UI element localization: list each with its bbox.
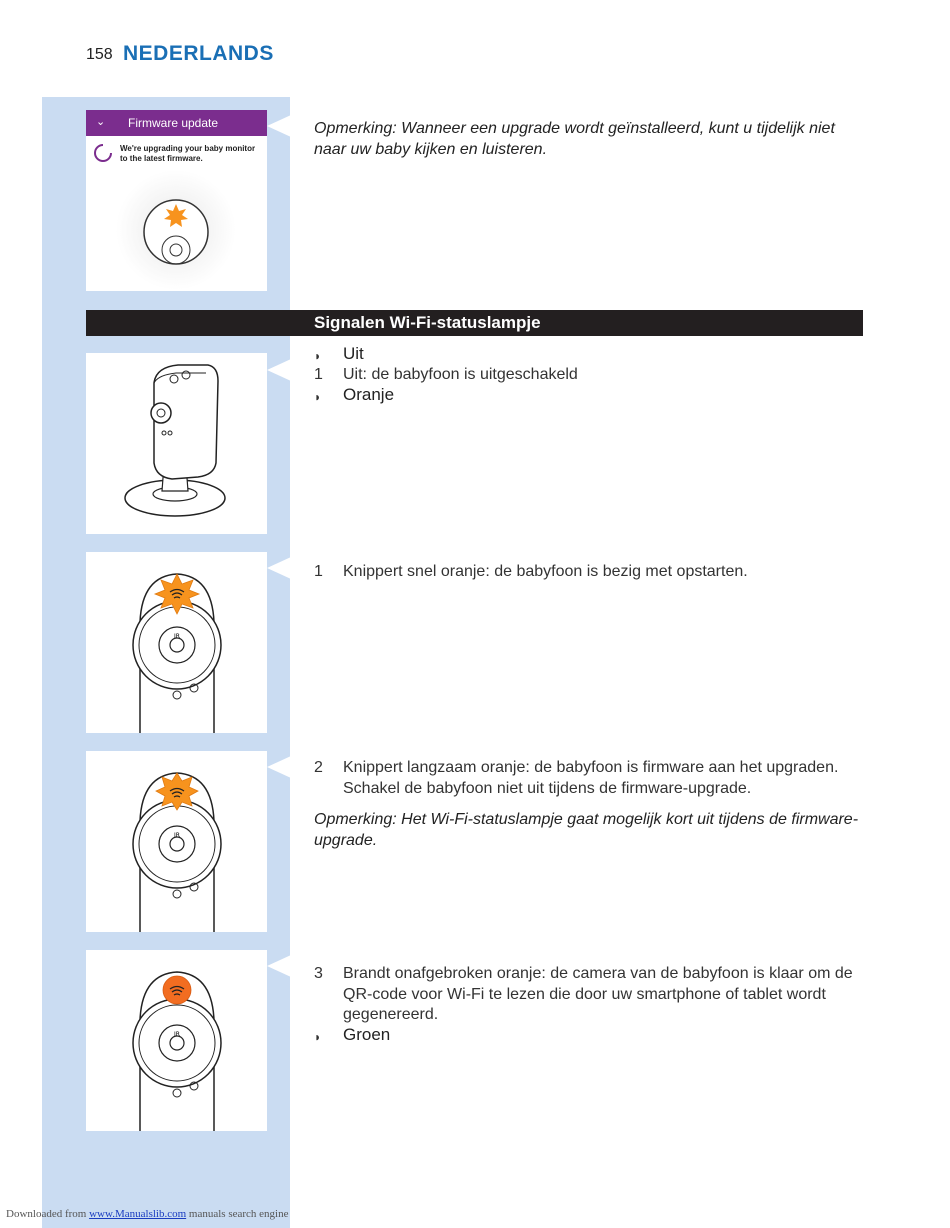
section-heading-bar [86, 310, 863, 336]
manualslib-link[interactable]: www.Manualslib.com [89, 1208, 187, 1220]
pointer-arrow [267, 955, 291, 977]
bullet-item [314, 385, 866, 406]
firmware-update-illustration [86, 110, 267, 291]
language-heading: NEDERLANDS [123, 42, 274, 65]
page-number: 158 [86, 46, 113, 63]
camera-side-illustration [86, 353, 267, 534]
item-number: 2 [314, 759, 323, 776]
baby-camera-icon [86, 353, 267, 534]
footer-suffix: manuals search engine [188, 1208, 289, 1220]
orange-burst-led-icon [86, 751, 267, 932]
orange-burst-led-icon [86, 552, 267, 733]
download-footer [6, 1208, 288, 1220]
camera-front-solid-illustration [86, 950, 267, 1131]
numbered-item [314, 365, 866, 386]
svg-text:IR: IR [174, 1031, 180, 1038]
item-text: Uit: de babyfoon is uitgeschakeld [343, 366, 578, 383]
pointer-arrow [267, 115, 291, 137]
camera-front-blink-slow-illustration [86, 751, 267, 932]
pointer-arrow [267, 557, 291, 579]
item-text: Brandt onafgebroken oranje: de camera van de babyfoon is klaar om de QR-code voor Wi-Fi te lezen die door uw smartphone of tablet wordt gegenereerd. [343, 965, 853, 1023]
pointer-arrow [267, 359, 291, 381]
bullet-item [314, 1025, 866, 1046]
svg-text:IR: IR [174, 633, 180, 640]
bullet-text: Uit [343, 344, 364, 363]
firmware-title: Firmware update [128, 116, 219, 130]
section-title: Signalen Wi-Fi-statuslampje [314, 313, 541, 332]
pointer-arrow [267, 756, 291, 778]
bullet-marker: ◗ [314, 349, 322, 363]
item-text: Knippert snel oranje: de babyfoon is bezig met opstarten. [343, 563, 748, 580]
note-wifi-light: Opmerking: Het Wi-Fi-statuslampje gaat mogelijk kort uit tijdens de firmware-upgrade. [314, 811, 859, 849]
numbered-item [314, 562, 866, 583]
numbered-item [314, 964, 866, 1026]
bullet-text: Groen [343, 1025, 391, 1044]
item-number: 1 [314, 563, 323, 580]
item-text: Knippert langzaam oranje: de babyfoon is firmware aan het upgraden. Schakel de babyfoon niet uit tijdens de firmware-upgrade. [343, 759, 839, 797]
camera-top-icon [86, 160, 267, 291]
item-number: 1 [314, 366, 323, 383]
chevron-down-icon: ⌄ [96, 116, 106, 128]
bullet-marker: ◗ [314, 390, 322, 404]
item-number: 3 [314, 965, 323, 982]
orange-solid-led-icon [86, 950, 267, 1131]
numbered-item [314, 758, 866, 799]
note-firmware: Opmerking: Wanneer een upgrade wordt geïnstalleerd, kunt u tijdelijk niet naar uw baby kijken en luisteren. [314, 120, 835, 158]
svg-text:IR: IR [174, 832, 180, 839]
firmware-message: We're upgrading your baby monitor to the latest firmware. [120, 144, 256, 163]
bullet-marker: ◗ [314, 1030, 322, 1044]
camera-front-blink-fast-illustration [86, 552, 267, 733]
footer-prefix: Downloaded from [6, 1208, 87, 1220]
firmware-title-bar [86, 110, 267, 136]
bullet-item [314, 344, 866, 365]
bullet-text: Oranje [343, 385, 395, 404]
